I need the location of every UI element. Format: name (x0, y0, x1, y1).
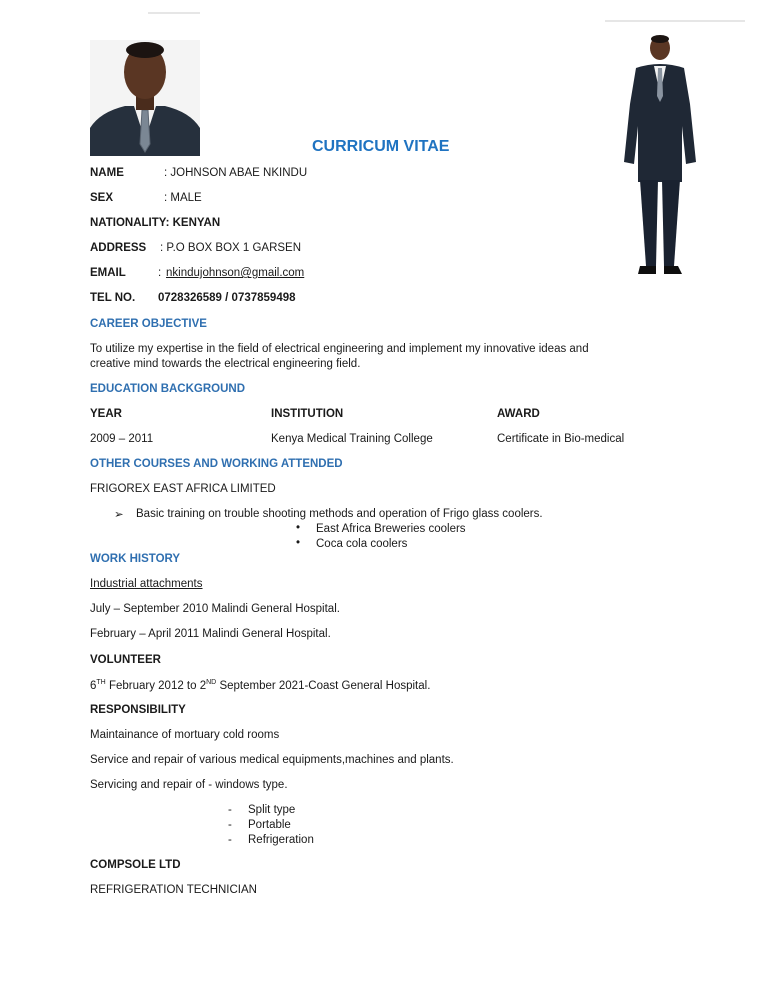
arrow-bullet-icon: ➢ (114, 509, 124, 521)
company-frigorex: FRIGOREX EAST AFRICA LIMITED (90, 483, 276, 495)
compsole-role: REFRIGERATION TECHNICIAN (90, 884, 257, 896)
volunteer-heading: VOLUNTEER (90, 654, 161, 666)
dash-item-refrigeration: Refrigeration (248, 834, 314, 846)
training-item: Basic training on trouble shooting methods and operation of Frigo glass coolers. (136, 508, 543, 520)
dot-bullet-icon: • (296, 522, 301, 534)
career-text-line2: creative mind towards the electrical engineering field. (90, 358, 361, 370)
volunteer-mid: February 2012 to 2 (105, 679, 207, 692)
col-year: YEAR (90, 408, 122, 420)
email-separator: : (158, 267, 162, 279)
career-text-line1: To utilize my expertise in the field of electrical engineering and implement my innovative ideas and (90, 343, 589, 355)
col-institution: INSTITUTION (271, 408, 344, 420)
volunteer-sup2: ND (206, 679, 217, 686)
nationality: NATIONALITY: KENYAN (90, 217, 221, 229)
work-item-2: February – April 2011 Malindi General Hospital. (90, 628, 331, 640)
other-courses-heading: OTHER COURSES AND WORKING ATTENDED (90, 458, 343, 470)
name-label: NAME (90, 167, 124, 179)
dash-bullet: - (228, 834, 232, 846)
edu-year: 2009 – 2011 (90, 433, 154, 445)
address-value: : P.O BOX BOX 1 GARSEN (160, 242, 302, 254)
address-label: ADDRESS (90, 242, 147, 254)
col-award: AWARD (497, 408, 540, 420)
work-item-1: July – September 2010 Malindi General Hospital. (90, 603, 340, 615)
edu-award: Certificate in Bio-medical (497, 433, 625, 445)
tel-value: 0728326589 / 0737859498 (158, 292, 296, 304)
page-title: CURRICUM VITAE (312, 138, 450, 155)
volunteer-sup1: TH (96, 679, 106, 686)
email-link[interactable]: nkindujohnson@gmail.com (166, 267, 305, 279)
headshot-photo (90, 40, 200, 156)
responsibility-heading: RESPONSIBILITY (90, 704, 186, 716)
name-value: : JOHNSON ABAE NKINDU (164, 167, 308, 179)
dash-bullet: - (228, 819, 232, 831)
sex-value: : MALE (164, 192, 202, 204)
edu-institution: Kenya Medical Training College (271, 433, 433, 445)
dot-bullet-icon: • (296, 537, 301, 549)
volunteer-rest: September 2021-Coast General Hospital. (216, 679, 431, 692)
career-heading: CAREER OBJECTIVE (90, 318, 207, 330)
industrial-attachments: Industrial attachments (90, 578, 203, 590)
volunteer-text (90, 679, 430, 692)
work-history-heading: WORK HISTORY (90, 553, 181, 565)
tel-label: TEL NO. (90, 292, 136, 304)
responsibility-item-3: Servicing and repair of - windows type. (90, 779, 288, 791)
top-rule-left (148, 12, 200, 14)
top-rule-right (605, 20, 745, 22)
sex-label: SEX (90, 192, 114, 204)
sub-item-eab: East Africa Breweries coolers (316, 523, 466, 535)
dash-bullet: - (228, 804, 232, 816)
responsibility-item-1: Maintainance of mortuary cold rooms (90, 729, 280, 741)
dash-item-split: Split type (248, 804, 296, 816)
responsibility-item-2: Service and repair of various medical equipments,machines and plants. (90, 754, 454, 766)
dash-item-portable: Portable (248, 819, 291, 831)
volunteer-day1: 6 (90, 679, 97, 692)
email-label: EMAIL (90, 267, 126, 279)
sub-item-cocacola: Coca cola coolers (316, 538, 408, 550)
compsole-heading: COMPSOLE LTD (90, 859, 181, 871)
education-heading: EDUCATION BACKGROUND (90, 383, 246, 395)
full-body-photo (618, 34, 702, 282)
